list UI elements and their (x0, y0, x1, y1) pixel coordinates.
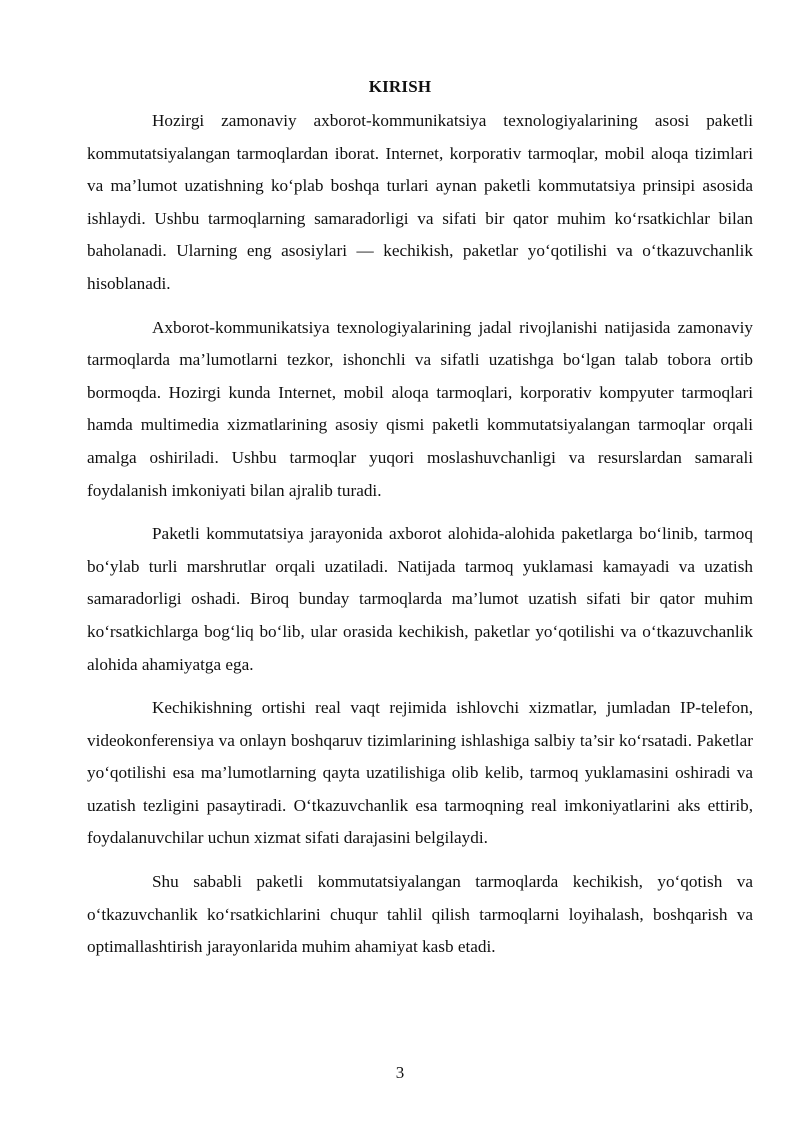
section-title: KIRISH (368, 77, 432, 96)
paragraph-4: Kechikishning ortishi real vaqt rejimida ishlovchi xizmatlar, jumladan IP-telefon, videokonferensiya va onlayn boshqaruv tizimlarining ishlashiga salbiy ta’sir ko‘rsatadi. Paketlar yo‘qotilishi esa ma’lumotlarning qayta uzatilishiga olib kelib, tarmoq yuklamasini oshiradi va uzatish tezligini pasaytiradi. O‘tkazuvchanlik esa tarmoqning real imkoniyatlarini aks ettirib, foydalanuvchilar uchun xizmat sifati darajasini belgilaydi. (87, 698, 753, 848)
paragraph-5: Shu sababli paketli kommutatsiyalangan tarmoqlarda kechikish, yo‘qotish va o‘tkazuvchanlik ko‘rsatkichlarini chuqur tahlil qilish tarmoqlarni loyihalash, boshqarish va optimallashtirish jarayonlarida muhim ahamiyat kasb etadi. (87, 872, 753, 957)
page-number: 3 (395, 1063, 405, 1082)
paragraph-2: Axborot-kommunikatsiya texnologiyalarining jadal rivojlanishi natijasida zamonaviy tarmoqlarda ma’lumotlarni tezkor, ishonchli va sifatli uzatishga bo‘lgan talab tobora ortib bormoqda. Hozirgi kunda Internet, mobil aloqa tarmoqlari, korporativ kompyuter tarmoqlari hamda multimedia xizmatlarining asosiy qismi paketli kommutatsiyalangan tarmoqlar orqali amalga oshiriladi. Ushbu tarmoqlar yuqori moslashuvchanligi va resurslardan samarali foydalanish imkoniyati bilan ajralib turadi. (87, 317, 753, 500)
paragraph-1: Hozirgi zamonaviy axborot-kommunikatsiya texnologiyalarining asosi paketli kommutatsiyalangan tarmoqlardan iborat. Internet, korporativ tarmoqlar, mobil aloqa tizimlari va ma’lumot uzatishning ko‘plab boshqa turlari aynan paketli kommutatsiya prinsipi asosida ishlaydi. Ushbu tarmoqlarning samaradorligi va sifati bir qator muhim ko‘rsatkichlar bilan baholanadi. Ularning eng asosiylari — kechikish, paketlar yo‘qotilishi va o‘tkazuvchanlik hisoblanadi. (87, 111, 753, 293)
body-text (87, 105, 753, 975)
paragraph-3: Paketli kommutatsiya jarayonida axborot alohida-alohida paketlarga bo‘linib, tarmoq bo‘ylab turli marshrutlar orqali uzatiladi. Natijada tarmoq yuklamasi kamayadi va uzatish samaradorligi oshadi. Biroq bunday tarmoqlarda ma’lumot uzatish sifati bir qator muhim ko‘rsatkichlarga bog‘liq bo‘lib, ular orasida kechikish, paketlar yo‘qotilishi va o‘tkazuvchanlik alohida ahamiyatga ega. (87, 524, 753, 674)
